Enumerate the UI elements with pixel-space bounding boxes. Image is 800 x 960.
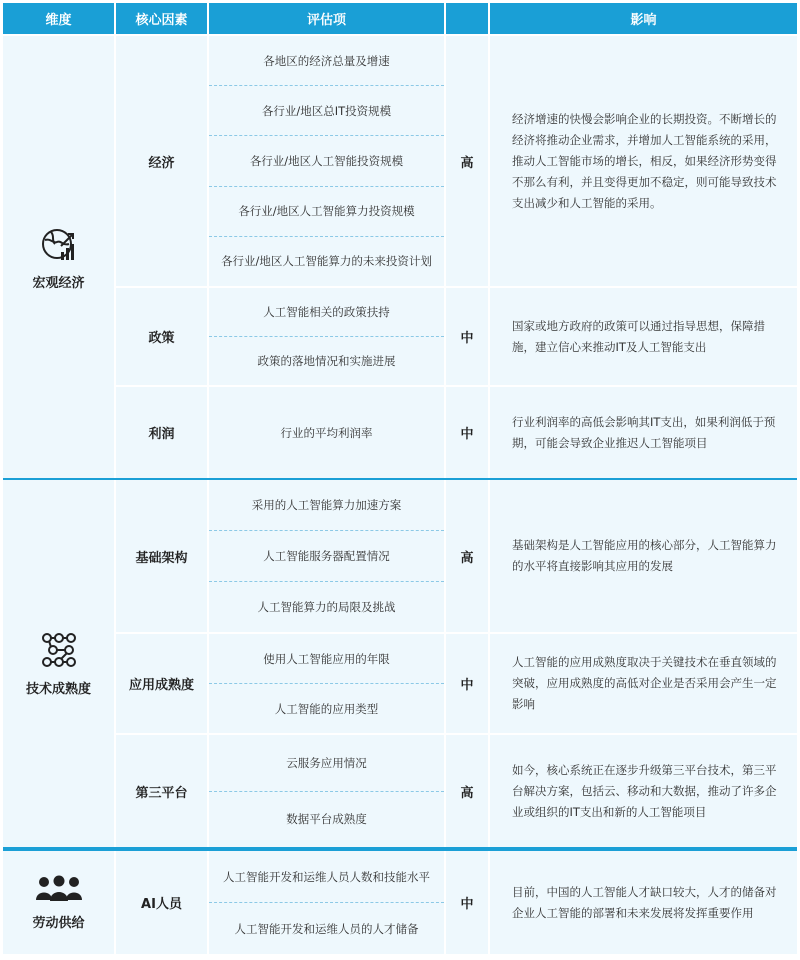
evaluation-item: 人工智能相关的政策扶持 (209, 288, 444, 337)
dimension-tech-maturity (3, 480, 114, 847)
level-badge: 高 (446, 36, 488, 286)
evaluation-item: 人工智能算力的局限及挑战 (257, 600, 396, 614)
header-dimension: 维度 (3, 3, 114, 34)
header-impact: 影响 (490, 3, 797, 34)
level-badge: 中 (446, 288, 488, 385)
evaluation-item: 数据平台成熟度 (286, 812, 367, 827)
dimension-labor-supply (3, 851, 114, 954)
impact-text: 国家或地方政府的政策可以通过指导思想，保障措施，建立信心来推动IT及人工智能支出 (490, 288, 797, 385)
evaluation-item: 行业的平均利润率 (280, 425, 373, 440)
evaluation-item: 人工智能开发和运维人员的人才储备 (234, 921, 419, 936)
impact-text: 目前，中国的人工智能人才缺口较大，人才的储备对企业人工智能的部署和未来发展将发挥重要作用 (490, 851, 797, 954)
globe-growth-icon (39, 224, 79, 264)
people-group-icon (34, 874, 84, 904)
dimension-label: 劳动供给 (32, 916, 85, 931)
impact-text: 经济增速的快慢会影响企业的长期投资。不断增长的经济将推动企业需求，并增加人工智能系统的采用，推动人工智能市场的增长，相反，如果经济形势变得不那么有利，并且变得更加不稳定，则可能导致技术支出减少和人工智能的采用。 (490, 36, 797, 286)
evaluation-item: 各行业/地区总IT投资规模 (209, 86, 444, 136)
items-economy (209, 36, 444, 286)
evaluation-item: 人工智能开发和运维人员人数和技能水平 (209, 851, 444, 903)
dimension-label: 技术成熟度 (25, 682, 91, 697)
level-badge: 高 (446, 480, 488, 632)
network-nodes-icon (39, 630, 79, 670)
evaluation-item: 云服务应用情况 (209, 735, 444, 792)
items-policy (209, 288, 444, 385)
impact-text: 基础架构是人工智能应用的核心部分，人工智能算力的水平将直接影响其应用的发展 (490, 480, 797, 632)
evaluation-table (3, 3, 797, 954)
level-badge: 中 (446, 387, 488, 478)
factor-infrastructure: 基础架构 (116, 480, 207, 632)
evaluation-item: 各行业/地区人工智能投资规模 (209, 136, 444, 186)
factor-policy: 政策 (116, 288, 207, 385)
evaluation-item: 人工智能的应用类型 (274, 701, 379, 716)
impact-text: 如今，核心系统正在逐步升级第三平台技术，第三平台解决方案，包括云、移动和大数据，推动了许多企业或组织的IT支出和新的人工智能项目 (490, 735, 797, 847)
dimension-macro-economy (3, 36, 114, 478)
header-item: 评估项 (209, 3, 444, 34)
level-badge: 高 (446, 735, 488, 847)
factor-profit: 利润 (116, 387, 207, 478)
level-badge: 中 (446, 851, 488, 954)
dimension-label: 宏观经济 (32, 275, 85, 291)
header-factor: 核心因素 (116, 3, 207, 34)
header-level (446, 3, 488, 34)
factor-economy: 经济 (116, 36, 207, 286)
group-divider (3, 847, 797, 851)
items-ai-staff (209, 851, 444, 954)
items-app-maturity (209, 634, 444, 733)
impact-text: 人工智能的应用成熟度取决于关键技术在垂直领域的突破，应用成熟度的高低对企业是否采用会产生一定影响 (490, 634, 797, 733)
factor-third-platform: 第三平台 (116, 735, 207, 847)
group-divider (3, 478, 797, 480)
evaluation-item: 各行业/地区人工智能算力的未来投资计划 (221, 254, 432, 269)
level-badge: 中 (446, 634, 488, 733)
evaluation-item: 人工智能服务器配置情况 (209, 531, 444, 582)
evaluation-item: 使用人工智能应用的年限 (209, 634, 444, 684)
evaluation-item: 政策的落地情况和实施进展 (257, 354, 396, 368)
impact-text: 行业利润率的高低会影响其IT支出，如果利润低于预期，可能会导致企业推迟人工智能项目 (490, 387, 797, 478)
evaluation-item: 各地区的经济总量及增速 (209, 36, 444, 86)
factor-ai-staff: AI人员 (116, 851, 207, 954)
factor-app-maturity: 应用成熟度 (116, 634, 207, 733)
items-profit (209, 387, 444, 478)
items-infrastructure (209, 480, 444, 632)
items-third-platform (209, 735, 444, 847)
evaluation-item: 各行业/地区人工智能算力投资规模 (209, 187, 444, 237)
evaluation-item: 采用的人工智能算力加速方案 (209, 480, 444, 531)
